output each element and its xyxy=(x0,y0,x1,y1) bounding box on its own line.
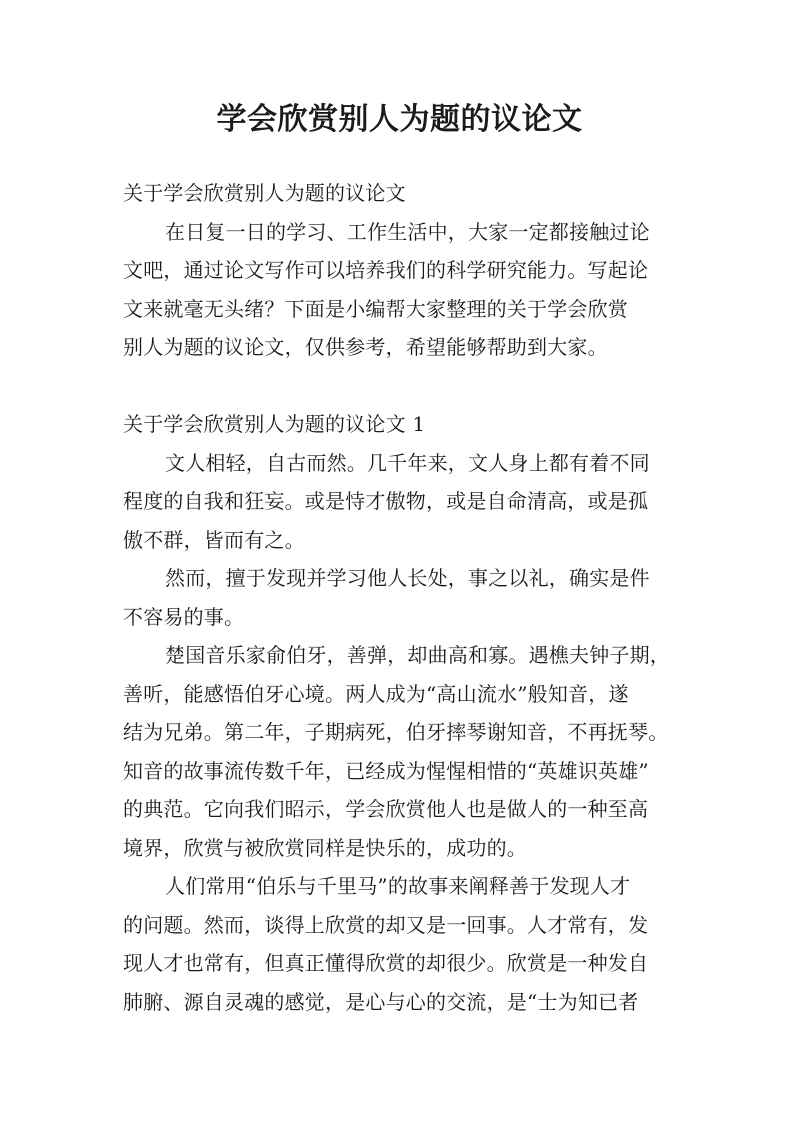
paragraph-line: 善听，能感悟伯牙心境。两人成为“高山流水”般知音，遂 xyxy=(123,681,629,706)
document-title: 学会欣赏别人为题的议论文 xyxy=(216,102,583,137)
intro-heading: 关于学会欣赏别人为题的议论文 xyxy=(123,181,406,205)
paragraph-1 xyxy=(123,444,676,560)
paragraph-line: 文吧，通过论文写作可以培养我们的科学研究能力。写起论 xyxy=(123,258,649,282)
paragraph-line: 的典范。它向我们昭示，学会欣赏他人也是做人的一种至高 xyxy=(123,797,649,821)
section-spacer xyxy=(123,367,676,406)
paragraph-line: 境界，欣赏与被欣赏同样是快乐的，成功的。 xyxy=(123,835,527,860)
paragraph-line: 文人相轻，自古而然。几千年来，文人身上都有着不同 xyxy=(165,450,650,475)
paragraph-line: 然而，擅于发现并学习他人长处，事之以礼，确实是件 xyxy=(165,566,650,590)
paragraph-line: 楚国音乐家俞伯牙，善弹，却曲高和寡。遇樵夫钟子期， xyxy=(165,643,670,667)
section-heading: 关于学会欣赏别人为题的议论文 1 xyxy=(123,412,426,436)
paragraph-2 xyxy=(123,559,676,636)
paragraph-line: 文来就毫无头绪？下面是小编帮大家整理的关于学会欣赏 xyxy=(123,296,628,321)
paragraph-line: 别人为题的议论文，仅供参考，希望能够帮助到大家。 xyxy=(123,335,608,359)
paragraph-line: 现人才也常有，但真正懂得欣赏的却很少。欣赏是一种发自 xyxy=(123,951,649,975)
paragraph-4 xyxy=(123,867,676,1021)
paragraph-line: 肺腑、源自灵魂的感觉，是心与心的交流，是“士为知已者 xyxy=(123,989,639,1014)
paragraph-line: 在日复一日的学习、工作生活中，大家一定都接触过论 xyxy=(165,219,650,244)
paragraph-line: 不容易的事。 xyxy=(123,604,245,629)
paragraph-line: 知音的故事流传数千年，已经成为惺惺相惜的“英雄识英雄” xyxy=(123,758,649,783)
paragraph-line: 的问题。然而，谈得上欣赏的却又是一回事。人才常有，发 xyxy=(123,912,649,937)
paragraph-line: 人们常用“伯乐与千里马”的故事来阐释善于发现人才 xyxy=(165,874,631,898)
paragraph-3 xyxy=(123,636,676,867)
paragraph-line: 结为兄弟。第二年，子期病死，伯牙摔琴谢知音，不再抚琴。 xyxy=(123,720,669,744)
intro-paragraph xyxy=(123,213,676,367)
paragraph-line: 傲不群，皆而有之。 xyxy=(123,527,305,552)
paragraph-line: 程度的自我和狂妄。或是恃才傲物，或是自命清高，或是孤 xyxy=(123,489,649,513)
